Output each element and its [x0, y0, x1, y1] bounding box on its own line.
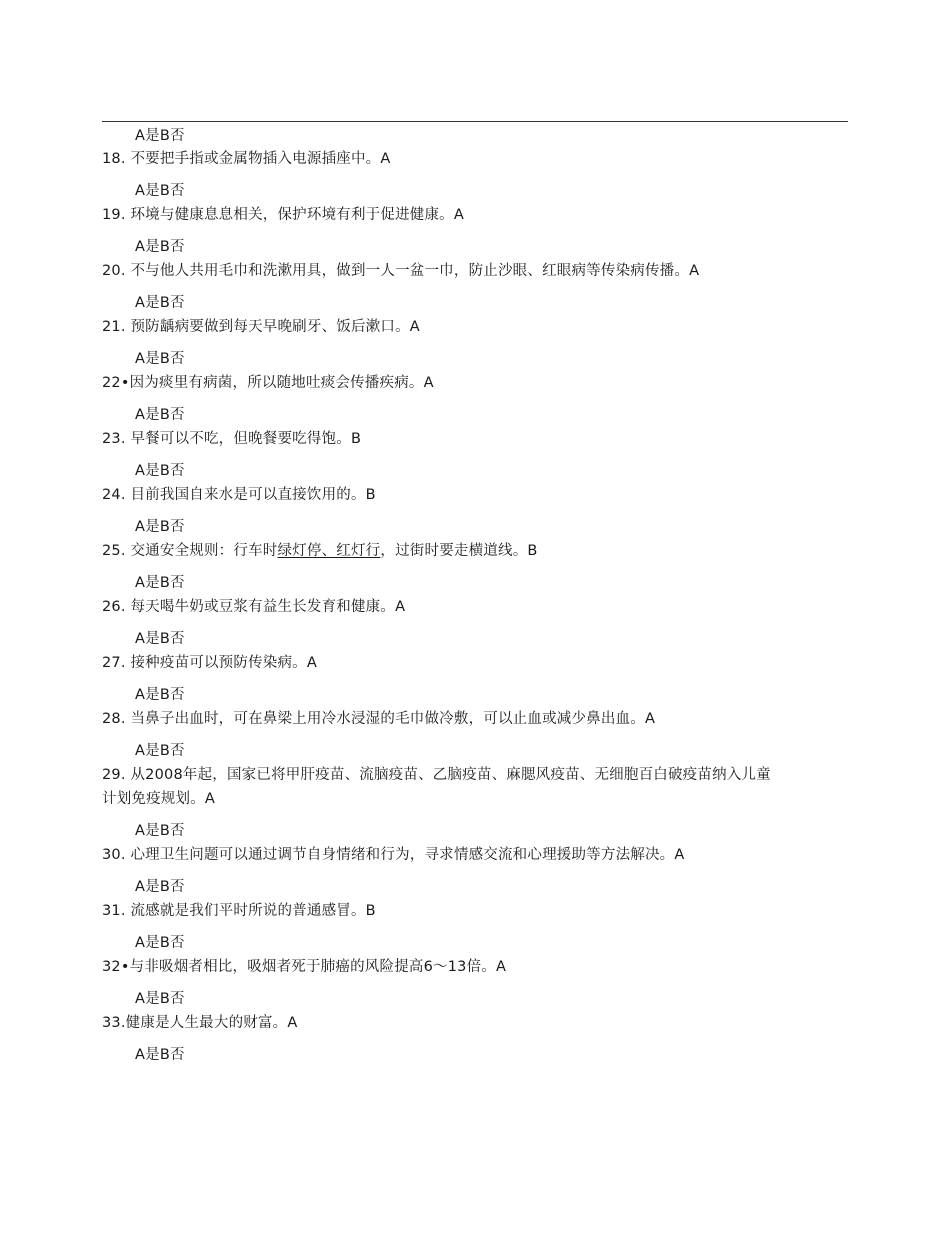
options-line: A是B否 [135, 743, 185, 759]
question-text-line1: 从2008年起，国家已将甲肝疫苗、流脑疫苗、乙脑疫苗、麻腮风疫苗、无细胞百白破疫苗纳入儿童 [130, 767, 771, 783]
question-number: 33. [102, 1015, 126, 1031]
options-line: A是B否 [135, 239, 185, 255]
question-21 [102, 317, 420, 337]
question-29 [102, 765, 771, 785]
question-number: 27. [102, 655, 126, 671]
question-text: 早餐可以不吃，但晚餐要吃得饱。B [130, 431, 362, 447]
question-text: 流感就是我们平时所说的普通感冒。B [130, 903, 376, 919]
question-number: 23. [102, 431, 126, 447]
question-number: 26. [102, 599, 126, 615]
question-30 [102, 845, 685, 865]
question-text: 与非吸烟者相比，吸烟者死于肺癌的风险提高6〜13倍。A [129, 959, 507, 975]
options-line: A是B否 [135, 823, 185, 839]
question-number: 29. [102, 767, 126, 783]
question-text: 当鼻子出血时，可在鼻梁上用冷水浸湿的毛巾做冷敷，可以止血或减少鼻出血。A [130, 711, 656, 727]
options-line: A是B否 [135, 935, 185, 951]
options-line: A是B否 [135, 351, 185, 367]
question-number: 28. [102, 711, 126, 727]
options-line: A是B否 [135, 183, 185, 199]
question-number: 30. [102, 847, 126, 863]
options-line: A是B否 [135, 879, 185, 895]
options-line: A是B否 [135, 1047, 185, 1063]
question-text: 每天喝牛奶或豆浆有益生长发育和健康。A [130, 599, 406, 615]
header-rule [102, 121, 848, 122]
question-number: 18. [102, 151, 126, 167]
question-33 [102, 1013, 298, 1033]
question-19 [102, 205, 464, 225]
question-25 [102, 541, 538, 561]
question-23 [102, 429, 361, 449]
question-text: 不要把手指或金属物插入电源插座中。A [130, 151, 391, 167]
question-18 [102, 149, 391, 169]
question-text: 不与他人共用毛巾和洗漱用具，做到一人一盆一巾，防止沙眼、红眼病等传染病传播。A [130, 263, 700, 279]
question-number: 20. [102, 263, 126, 279]
options-line: A是B否 [135, 687, 185, 703]
question-text: 因为痰里有病菌，所以随地吐痰会传播疾病。A [129, 375, 434, 391]
options-line: A是B否 [135, 295, 185, 311]
options-line: A是B否 [135, 991, 185, 1007]
question-26 [102, 597, 405, 617]
question-number: 21. [102, 319, 126, 335]
question-number: 32• [102, 959, 130, 975]
question-text: 接种疫苗可以预防传染病。A [130, 655, 318, 671]
question-number: 24. [102, 487, 126, 503]
options-line: A是B否 [135, 128, 185, 144]
question-20 [102, 261, 699, 281]
question-32 [102, 957, 506, 977]
question-31 [102, 901, 376, 921]
question-22 [102, 373, 434, 393]
question-28 [102, 709, 655, 729]
question-text: 环境与健康息息相关，保护环境有利于促进健康。A [130, 207, 465, 223]
question-text: 健康是人生最大的财富。A [125, 1015, 298, 1031]
question-text-after: ，过街时要走横道线。B [380, 543, 538, 559]
question-number: 19. [102, 207, 126, 223]
question-text: 目前我国自来水是可以直接饮用的。B [130, 487, 376, 503]
question-text-underlined: 绿灯停、红灯行 [277, 543, 381, 559]
options-line: A是B否 [135, 631, 185, 647]
options-line: A是B否 [135, 519, 185, 535]
question-text-before: 交通安全规则：行车时 [130, 543, 278, 559]
options-line: A是B否 [135, 463, 185, 479]
question-number: 22• [102, 375, 130, 391]
question-text: 预防龋病要做到每天早晚刷牙、饭后漱口。A [130, 319, 420, 335]
question-text: 心理卫生问题可以通过调节自身情绪和行为，寻求情感交流和心理援助等方法解决。A [130, 847, 685, 863]
options-line: A是B否 [135, 575, 185, 591]
question-number: 31. [102, 903, 126, 919]
question-29-continuation: 计划免疫规划。A [102, 791, 216, 807]
question-24 [102, 485, 376, 505]
question-27 [102, 653, 317, 673]
question-number: 25. [102, 543, 126, 559]
options-line: A是B否 [135, 407, 185, 423]
